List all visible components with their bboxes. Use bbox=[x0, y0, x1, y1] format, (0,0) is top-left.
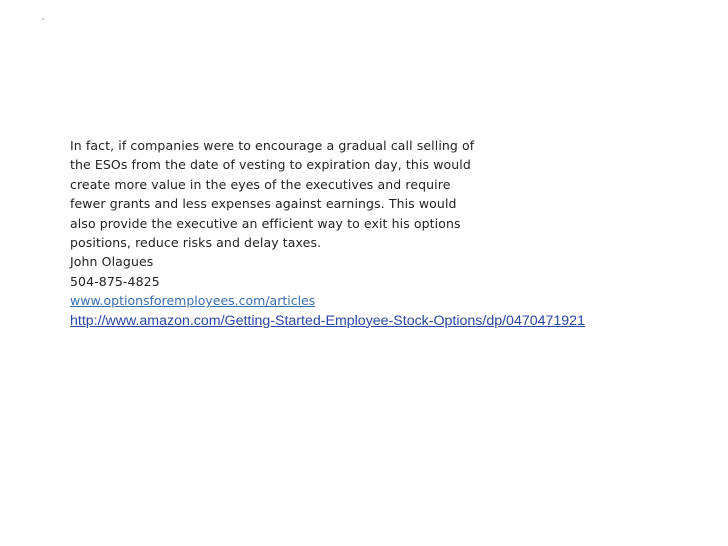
paragraph-line: create more value in the eyes of the executives and require bbox=[70, 176, 451, 192]
paragraph-line: the ESOs from the date of vesting to expiration day, this would bbox=[70, 157, 471, 173]
paragraph-line: fewer grants and less expenses against earnings. This would bbox=[70, 196, 457, 212]
paragraph-line: also provide the executive an efficient way to exit his options bbox=[70, 215, 461, 231]
slide-text-block bbox=[70, 136, 585, 331]
paragraph-line: positions, reduce risks and delay taxes. bbox=[70, 235, 322, 251]
paragraph-line: In fact, if companies were to encourage a gradual call selling of bbox=[70, 138, 475, 153]
phone-number: 504-875-4825 bbox=[70, 273, 160, 289]
author-name: John Olagues bbox=[70, 254, 154, 270]
articles-link[interactable]: www.optionsforemployees.com/articles bbox=[70, 293, 316, 309]
amazon-link[interactable]: http://www.amazon.com/Getting-Started-Employee-Stock-Options/dp/0470471921 bbox=[70, 312, 585, 329]
corner-mark bbox=[42, 18, 44, 20]
